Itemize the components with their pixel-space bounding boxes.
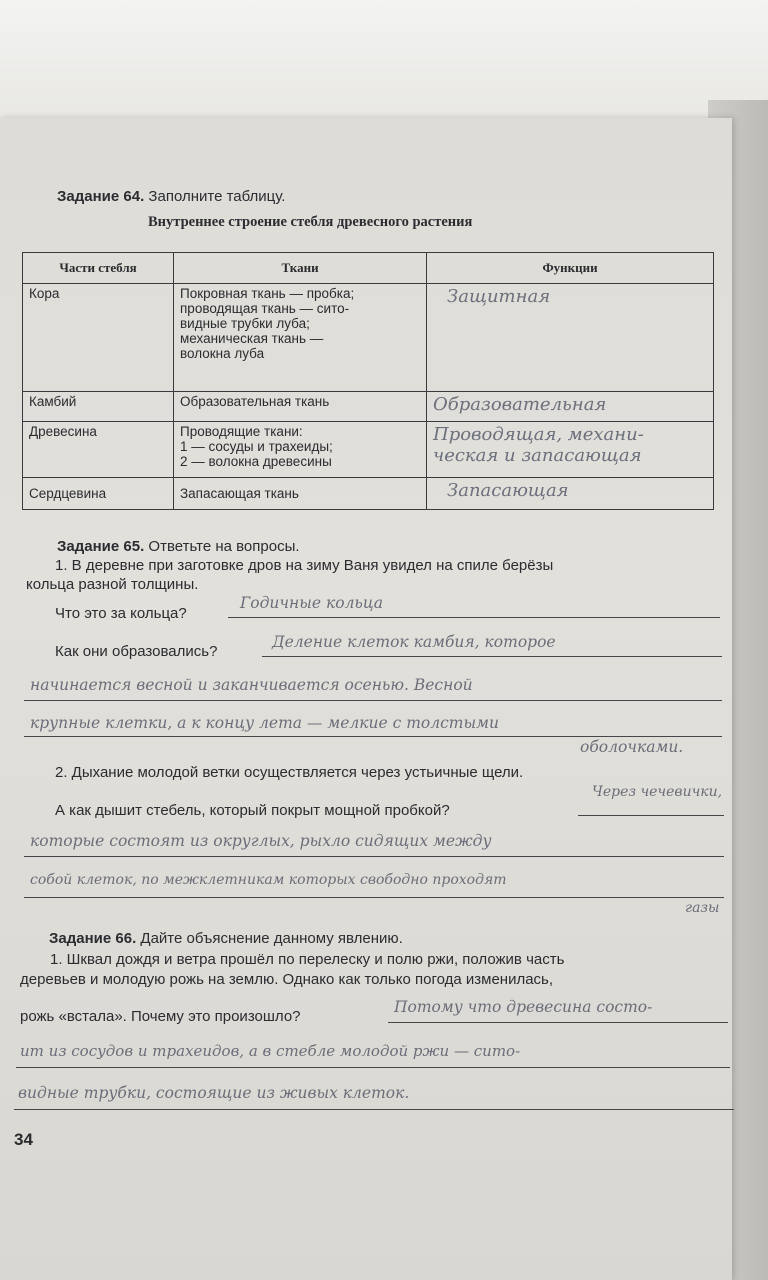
tissue-line: Покровная ткань — пробка; xyxy=(180,286,355,301)
task64-text: Заполните таблицу. xyxy=(148,188,286,205)
answer-line xyxy=(24,700,722,701)
handwritten-answer: ит из сосудов и трахеидов, а в стебле молодой ржи — сито- xyxy=(20,1042,521,1060)
handwritten-answer: начинается весной и заканчивается осенью. Весной xyxy=(30,676,473,694)
task65-label: Задание 65. xyxy=(57,538,145,555)
cell-function xyxy=(427,422,714,478)
question-rings: Что это за кольца? xyxy=(55,605,187,622)
cell-part: Камбий xyxy=(23,392,174,422)
cell-tissue: Образовательная ткань xyxy=(174,392,427,422)
cell-part: Сердцевина xyxy=(23,478,174,510)
tissue-line: видные трубки луба; xyxy=(180,316,310,331)
handwritten-answer: Образовательная xyxy=(433,394,607,415)
cell-tissue xyxy=(174,422,427,478)
tissue-line: проводящая ткань — сито- xyxy=(180,301,350,316)
question-line: 2. Дыхание молодой ветки осуществляется через устьичные щели. xyxy=(55,764,524,781)
question-rye: рожь «встала». Почему это произошло? xyxy=(20,1008,301,1025)
table-header-row xyxy=(23,253,714,284)
tissue-line: Проводящие ткани: xyxy=(180,424,303,439)
answer-line xyxy=(16,1067,730,1068)
cell-function xyxy=(427,478,714,510)
handwritten-answer: Запасающая xyxy=(447,480,569,501)
task66-label: Задание 66. xyxy=(49,930,137,947)
question-formation: Как они образовались? xyxy=(55,643,218,660)
cell-tissue xyxy=(174,284,427,392)
tissue-line: 2 — волокна древесины xyxy=(180,454,332,469)
answer-line xyxy=(578,815,724,816)
tissue-line: волокна луба xyxy=(180,346,265,361)
table-row xyxy=(23,284,714,392)
question-line: 1. В деревне при заготовке дров на зиму Ваня увидел на спиле берёзы xyxy=(55,557,554,574)
handwritten-answer: собой клеток, по межклетникам которых свободно проходят xyxy=(30,872,507,888)
handwritten-answer: оболочками. xyxy=(580,738,684,756)
tissue-line: механическая ткань — xyxy=(180,331,324,346)
cell-part: Древесина xyxy=(23,422,174,478)
question-line: кольца разной толщины. xyxy=(26,576,199,593)
page-number: 34 xyxy=(14,1130,33,1149)
handwritten-answer: газы xyxy=(685,900,720,916)
header-parts: Части стебля xyxy=(23,253,174,284)
handwritten-answer: крупные клетки, а к концу лета — мелкие с толстыми xyxy=(30,714,499,732)
cell-function xyxy=(427,392,714,422)
answer-line xyxy=(24,736,722,737)
cell-part: Кора xyxy=(23,284,174,392)
question-line: деревьев и молодую рожь на землю. Однако как только погода изменилась, xyxy=(20,971,554,988)
answer-line xyxy=(24,897,724,898)
answer-line xyxy=(14,1109,734,1110)
background-table xyxy=(0,0,768,130)
table-row xyxy=(23,422,714,478)
answer-line xyxy=(228,617,720,618)
answer-line xyxy=(388,1022,728,1023)
header-functions: Функции xyxy=(427,253,714,284)
cell-function xyxy=(427,284,714,392)
handwritten-answer: Годичные кольца xyxy=(240,594,383,612)
answer-line xyxy=(24,856,724,857)
task66-text: Дайте объяснение данному явлению. xyxy=(140,930,403,947)
cell-tissue: Запасающая ткань xyxy=(174,478,427,510)
task65-heading xyxy=(57,538,300,555)
header-tissues: Ткани xyxy=(174,253,427,284)
question-line: 1. Шквал дождя и ветра прошёл по перелеску и полю ржи, положив часть xyxy=(50,951,565,968)
handwritten-answer: Деление клеток камбия, которое xyxy=(272,633,556,651)
table-row xyxy=(23,478,714,510)
task65-text: Ответьте на вопросы. xyxy=(148,538,300,555)
task66-heading xyxy=(49,930,403,947)
handwritten-answer: Проводящая, механи- xyxy=(433,424,644,445)
stem-structure-table xyxy=(22,252,714,510)
task64-heading xyxy=(57,188,285,205)
handwritten-answer: Потому что древесина состо- xyxy=(394,998,653,1016)
handwritten-answer: Защитная xyxy=(447,286,551,307)
task64-label: Задание 64. xyxy=(57,188,145,205)
answer-line xyxy=(262,656,722,657)
handwritten-answer: которые состоят из округлых, рыхло сидящих между xyxy=(30,832,492,850)
handwritten-answer: видные трубки, состоящие из живых клеток. xyxy=(18,1084,410,1102)
question-cork: А как дышит стебель, который покрыт мощной пробкой? xyxy=(55,802,450,819)
tissue-line: 1 — сосуды и трахеиды; xyxy=(180,439,333,454)
table-row xyxy=(23,392,714,422)
handwritten-answer: Через чечевички, xyxy=(592,784,723,800)
handwritten-answer: ческая и запасающая xyxy=(433,445,642,466)
table-caption: Внутреннее строение стебля древесного растения xyxy=(148,214,473,230)
